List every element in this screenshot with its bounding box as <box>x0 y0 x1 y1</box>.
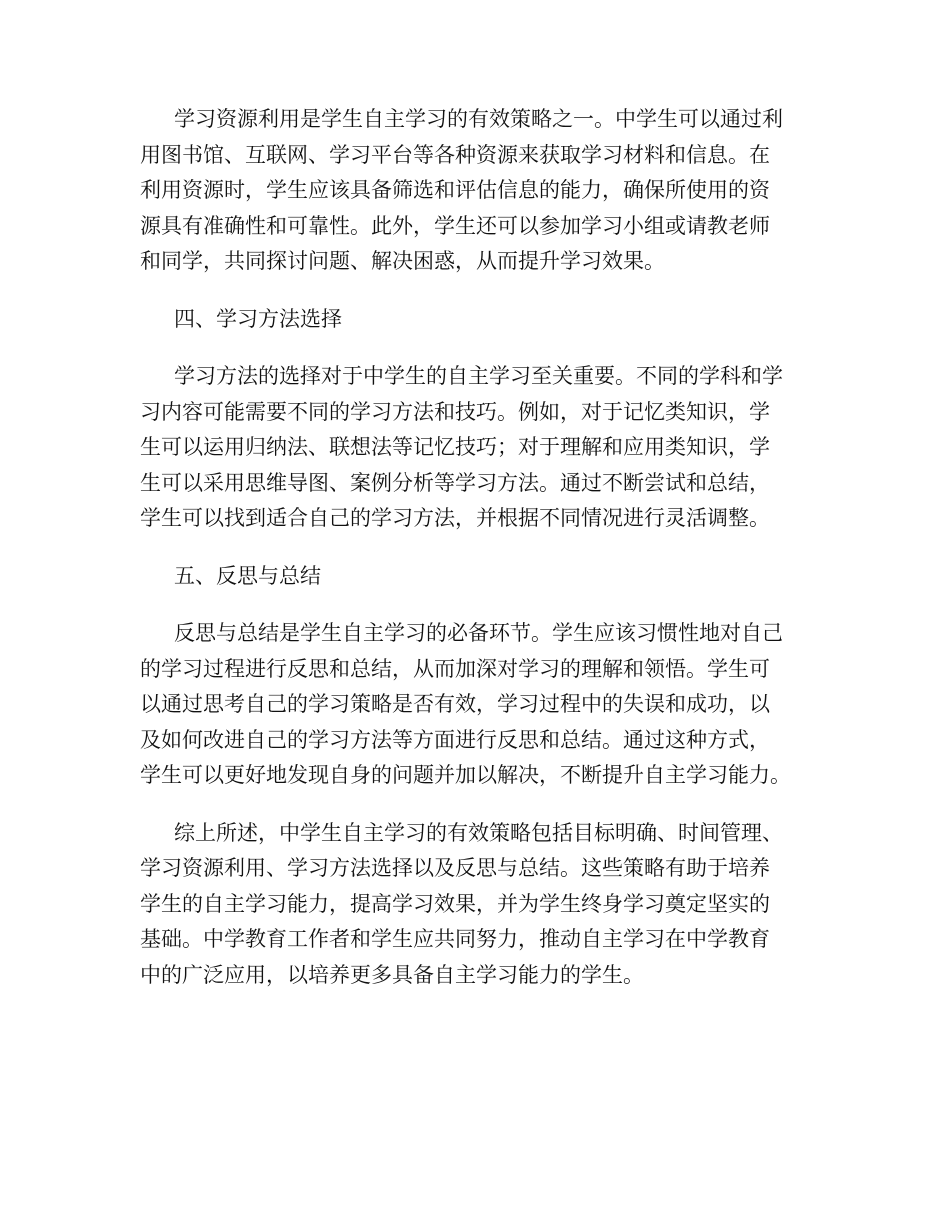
paragraph-conclusion <box>140 816 830 994</box>
text-line: 的学习过程进行反思和总结，从而加深对学习的理解和领悟。学生可 <box>140 656 770 681</box>
text-line: 生可以运用归纳法、联想法等记忆技巧；对于理解和应用类知识，学 <box>140 435 770 459</box>
text-line: 学习方法的选择对于中学生的自主学习至关重要。不同的学科和学 <box>174 364 783 388</box>
text-line: 学生可以更好地发现自身的问题并加以解决，不断提升自主学习能力。 <box>140 763 791 787</box>
text-line: 反思与总结是学生自主学习的必备环节。学生应该习惯性地对自己 <box>174 621 783 645</box>
text-line: 基础。中学教育工作者和学生应共同努力，推动自主学习在中学教育 <box>140 927 770 951</box>
section-heading-reflection: 五、反思与总结 <box>174 563 321 588</box>
text-line: 和同学，共同探讨问题、解决困惑，从而提升学习效果。 <box>140 249 665 273</box>
text-line: 以通过思考自己的学习策略是否有效，学习过程中的失误和成功，以 <box>140 692 770 716</box>
text-line: 中的广泛应用，以培养更多具备自主学习能力的学生。 <box>140 962 644 987</box>
text-line: 学习资源利用是学生自主学习的有效策略之一。中学生可以通过利 <box>174 107 783 131</box>
text-line: 综上所述，中学生自主学习的有效策略包括目标明确、时间管理、 <box>174 820 783 845</box>
text-line: 源具有准确性和可靠性。此外，学生还可以参加学习小组或请教老师 <box>140 213 770 238</box>
text-line: 习内容可能需要不同的学习方法和技巧。例如，对于记忆类知识，学 <box>140 399 770 424</box>
text-line: 生可以采用思维导图、案例分析等学习方法。通过不断尝试和总结， <box>140 470 770 495</box>
text-line: 学生可以找到适合自己的学习方法，并根据不同情况进行灵活调整。 <box>140 506 770 530</box>
document-body <box>140 102 830 1015</box>
text-line: 及如何改进自己的学习方法等方面进行反思和总结。通过这种方式， <box>140 727 770 752</box>
paragraph-resource-use <box>140 102 830 280</box>
text-line: 学生的自主学习能力，提高学习效果，并为学生终身学习奠定坚实的 <box>140 891 770 916</box>
section-heading-learning-methods: 四、学习方法选择 <box>174 306 342 331</box>
paragraph-reflection <box>140 616 830 794</box>
text-line: 利用资源时，学生应该具备筛选和评估信息的能力，确保所使用的资 <box>140 178 770 202</box>
text-line: 学习资源利用、学习方法选择以及反思与总结。这些策略有助于培养 <box>140 856 770 880</box>
text-line: 用图书馆、互联网、学习平台等各种资源来获取学习材料和信息。在 <box>140 142 770 167</box>
paragraph-learning-methods <box>140 359 830 537</box>
